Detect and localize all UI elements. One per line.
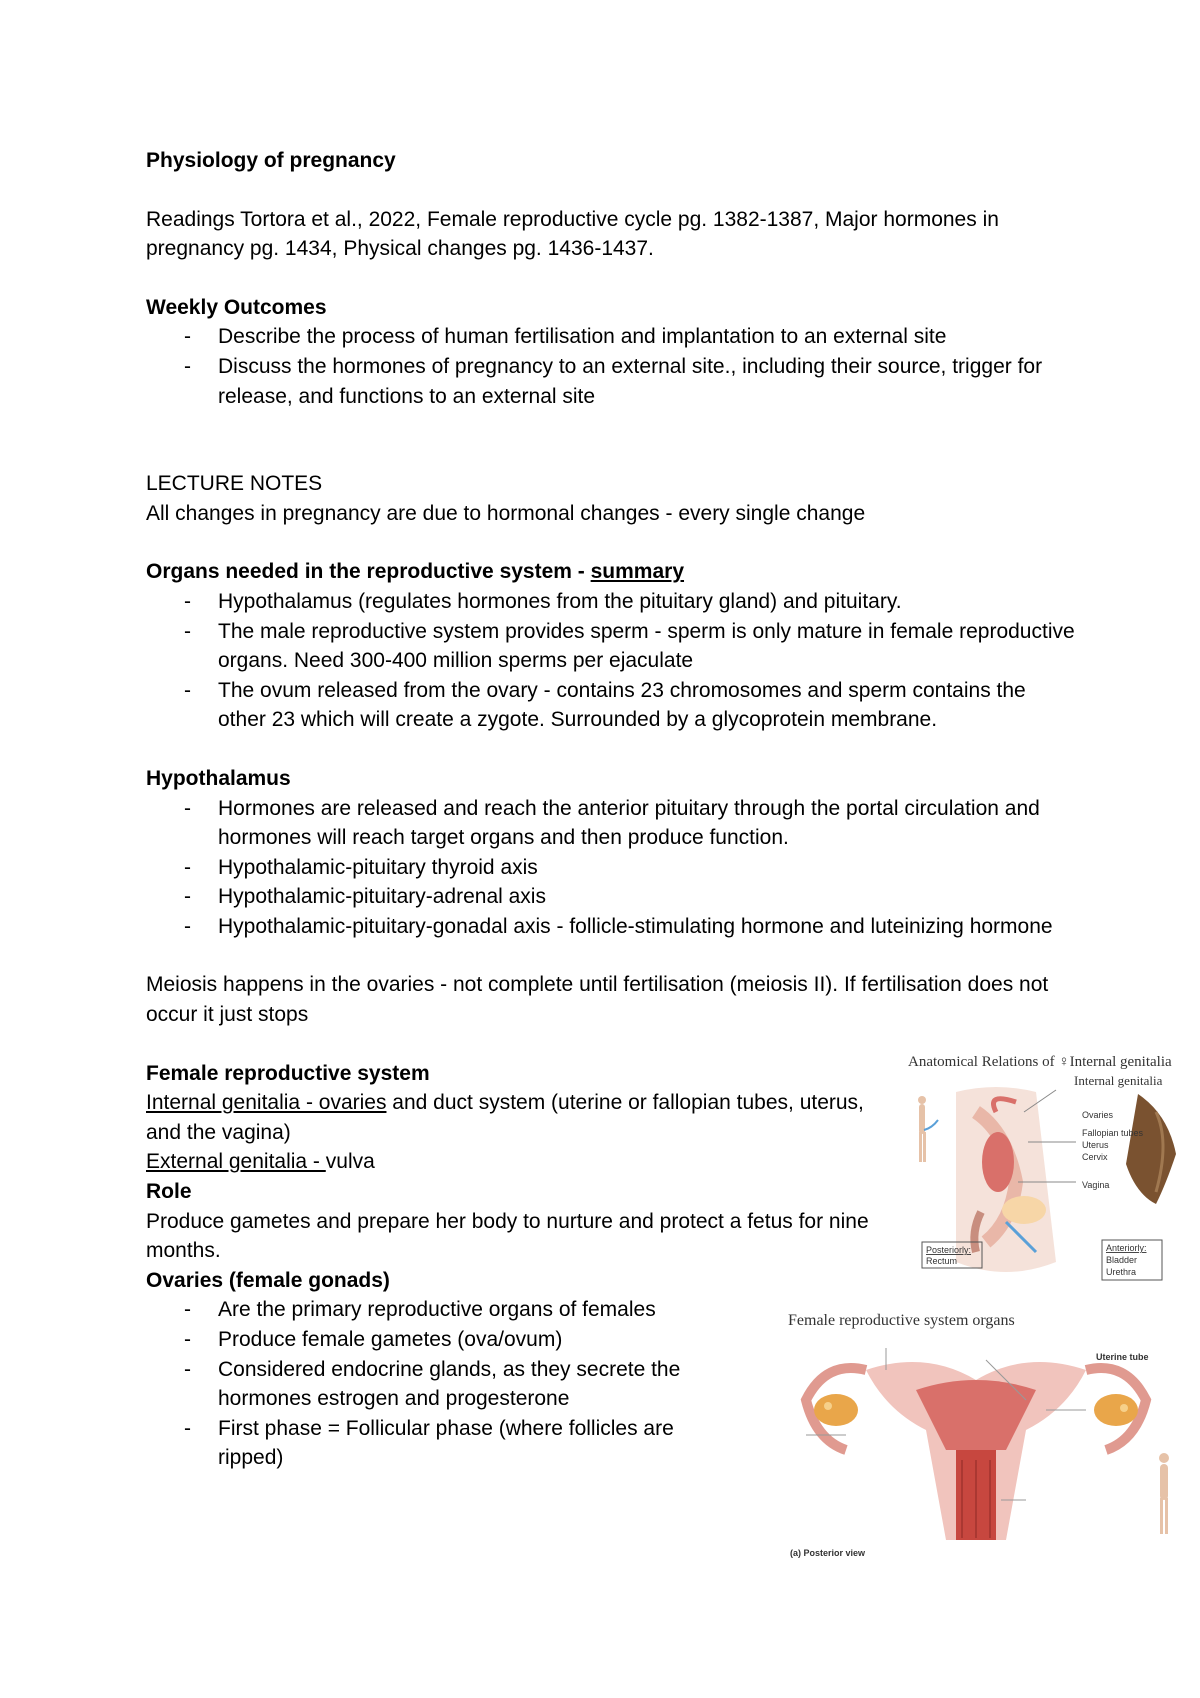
figure1-subtitle: Internal genitalia <box>1074 1073 1163 1088</box>
page-title: Physiology of pregnancy <box>146 149 396 172</box>
svg-text:Bladder: Bladder <box>1106 1255 1138 1265</box>
list-item: - Hypothalamic-pituitary-adrenal axis <box>146 882 1076 912</box>
figure1-title: Anatomical Relations of ♀Internal genitalia <box>908 1054 1172 1070</box>
svg-text:Anteriorly:: Anteriorly: <box>1106 1243 1147 1253</box>
ovaries-heading: Ovaries (female gonads) <box>146 1268 390 1292</box>
organs-heading <box>146 557 1076 587</box>
organs-list <box>146 587 1076 735</box>
list-item: - The ovum released from the ovary - contains 23 chromosomes and sperm contains the other 23 which will create a zygote. Surrounded by a glycoprotein membrane. <box>146 676 1076 735</box>
female-system-heading: Female reproductive system <box>146 1061 430 1085</box>
list-item: - Are the primary reproductive organs of females <box>146 1295 706 1325</box>
ovaries-list <box>146 1295 706 1473</box>
organs-heading-text: Organs needed in the reproductive system - <box>146 560 591 584</box>
internal-genitalia-text: and duct system (uterine or fallopian tubes, uterus, and the vagina) <box>146 1091 864 1144</box>
lecture-notes-intro: All changes in pregnancy are due to hormonal changes - every single change <box>146 501 866 525</box>
list-item: - First phase = Follicular phase (where follicles are ripped) <box>146 1414 706 1473</box>
svg-text:Urethra: Urethra <box>1106 1267 1137 1277</box>
hypothalamus-list <box>146 794 1076 942</box>
hypothalamus-heading: Hypothalamus <box>146 766 291 790</box>
svg-text:Uterine tube: Uterine tube <box>1096 1352 1149 1362</box>
list-item: - Describe the process of human fertilisation and implantation to an external site <box>146 322 1076 352</box>
internal-genitalia-label: Internal genitalia - ovaries <box>146 1091 387 1115</box>
anatomical-relations-figure <box>906 1052 1180 1290</box>
reproductive-organs-figure <box>786 1310 1188 1565</box>
external-genitalia-label: External genitalia - <box>146 1150 326 1174</box>
list-item: - The male reproductive system provides sperm - sperm is only mature in female reproductive organs. Need 300-400 million sperms per ejaculate <box>146 617 1076 676</box>
figure2-caption: (a) Posterior view <box>790 1548 866 1558</box>
figure1-illustration <box>906 1052 1180 1290</box>
lecture-notes-heading: LECTURE NOTES <box>146 472 323 496</box>
svg-text:Fallopian tubes: Fallopian tubes <box>1082 1128 1144 1138</box>
list-item: - Considered endocrine glands, as they secrete the hormones estrogen and progesterone <box>146 1355 706 1414</box>
svg-text:Cervix: Cervix <box>1082 1152 1108 1162</box>
uterus-posterior-view-icon <box>806 1362 1146 1540</box>
svg-text:Rectum: Rectum <box>926 1256 958 1266</box>
svg-text:Posteriorly:: Posteriorly: <box>926 1245 972 1255</box>
figure2-title: Female reproductive system organs <box>788 1312 1015 1329</box>
figure2-illustration <box>786 1310 1188 1565</box>
list-item: - Hypothalamus (regulates hormones from the pituitary gland) and pituitary. <box>146 587 1076 617</box>
role-heading: Role <box>146 1180 192 1204</box>
female-figure-icon <box>1159 1453 1169 1534</box>
readings-paragraph: Readings Tortora et al., 2022, Female reproductive cycle pg. 1382-1387, Major hormones in pregnancy pg. 1434, Physical changes pg. 1436-1437. <box>146 207 999 261</box>
external-genitalia-text: vulva <box>325 1150 375 1174</box>
weekly-outcomes-heading: Weekly Outcomes <box>146 295 327 319</box>
weekly-outcomes-list <box>146 322 1076 411</box>
summary-link[interactable]: summary <box>590 560 685 584</box>
meiosis-paragraph: Meiosis happens in the ovaries - not complete until fertilisation (meiosis II). If fertilisation does not occur it just stops <box>146 973 1049 1027</box>
list-item: - Discuss the hormones of pregnancy to an external site., including their source, trigger for release, and functions to an external site <box>146 352 1076 411</box>
internal-genitalia-line <box>146 1088 886 1147</box>
body-silhouette-icon <box>918 1096 938 1162</box>
list-item: - Hypothalamic-pituitary thyroid axis <box>146 853 1076 883</box>
list-item: - Hormones are released and reach the anterior pituitary through the portal circulation and hormones will reach target organs and then produce function. <box>146 794 1076 853</box>
list-item: - Produce female gametes (ova/ovum) <box>146 1325 706 1355</box>
list-item: - Hypothalamic-pituitary-gonadal axis - follicle-stimulating hormone and luteinizing hormone <box>146 912 1076 942</box>
svg-text:Vagina: Vagina <box>1082 1180 1110 1190</box>
svg-text:Uterus: Uterus <box>1082 1140 1109 1150</box>
role-text: Produce gametes and prepare her body to nurture and protect a fetus for nine months. <box>146 1209 869 1263</box>
svg-text:Ovaries: Ovaries <box>1082 1110 1114 1120</box>
pelvic-bone-icon <box>1126 1094 1176 1204</box>
